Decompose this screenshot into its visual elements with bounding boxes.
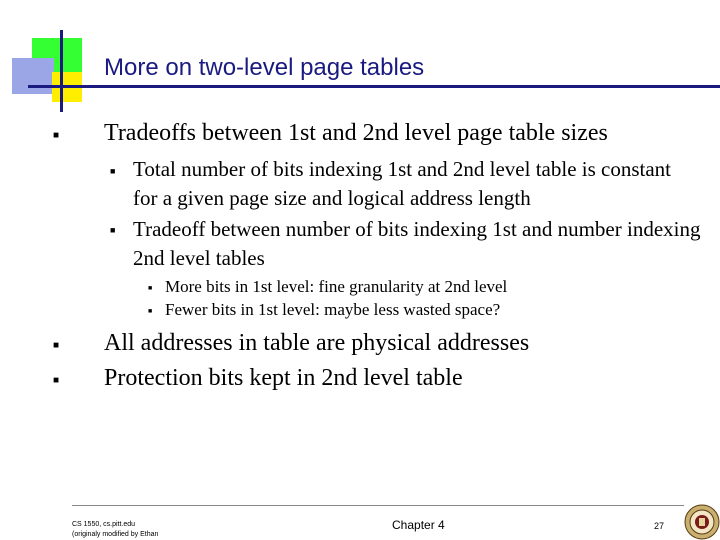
title-underline — [28, 85, 720, 88]
bullet-tradeoff-between: Tradeoff between number of bits indexing 1st and number indexing 2nd level tables — [133, 217, 701, 270]
bullet-marker: ■ — [148, 284, 153, 292]
footer-original: (originaly modified by Ethan — [72, 531, 159, 538]
slide-title: More on two-level page tables — [104, 54, 425, 81]
footer-course: CS 1550, cs.pitt.edu — [72, 521, 136, 528]
bullet-marker: ■ — [148, 307, 153, 315]
footer-rule — [72, 505, 684, 506]
bullet-total-bits: Total number of bits indexing 1st and 2nd level table is constant for a given page size and logical address length — [133, 157, 672, 210]
footer-chapter: Chapter 4 — [392, 518, 445, 532]
page-number: 27 — [654, 521, 665, 531]
bullet-marker: ■ — [110, 225, 116, 235]
bullet-marker: ■ — [110, 166, 116, 176]
decor-lavender-square — [12, 58, 54, 94]
bullet-marker: ■ — [53, 340, 60, 351]
university-seal-icon — [684, 504, 720, 540]
decor-vertical-rule — [60, 30, 63, 112]
bullet-addresses: All addresses in table are physical addresses — [104, 330, 530, 356]
bullet-more-bits: More bits in 1st level: fine granularity at 2nd level — [165, 277, 508, 296]
footer-credit — [72, 520, 158, 540]
bullet-fewer-bits: Fewer bits in 1st level: maybe less wasted space? — [165, 300, 501, 319]
bullet-marker: ■ — [53, 375, 60, 386]
bullet-protection: Protection bits kept in 2nd level table — [104, 365, 463, 391]
bullet-tradeoffs: Tradeoffs between 1st and 2nd level page table sizes — [104, 120, 608, 146]
bullet-marker: ■ — [53, 130, 60, 141]
